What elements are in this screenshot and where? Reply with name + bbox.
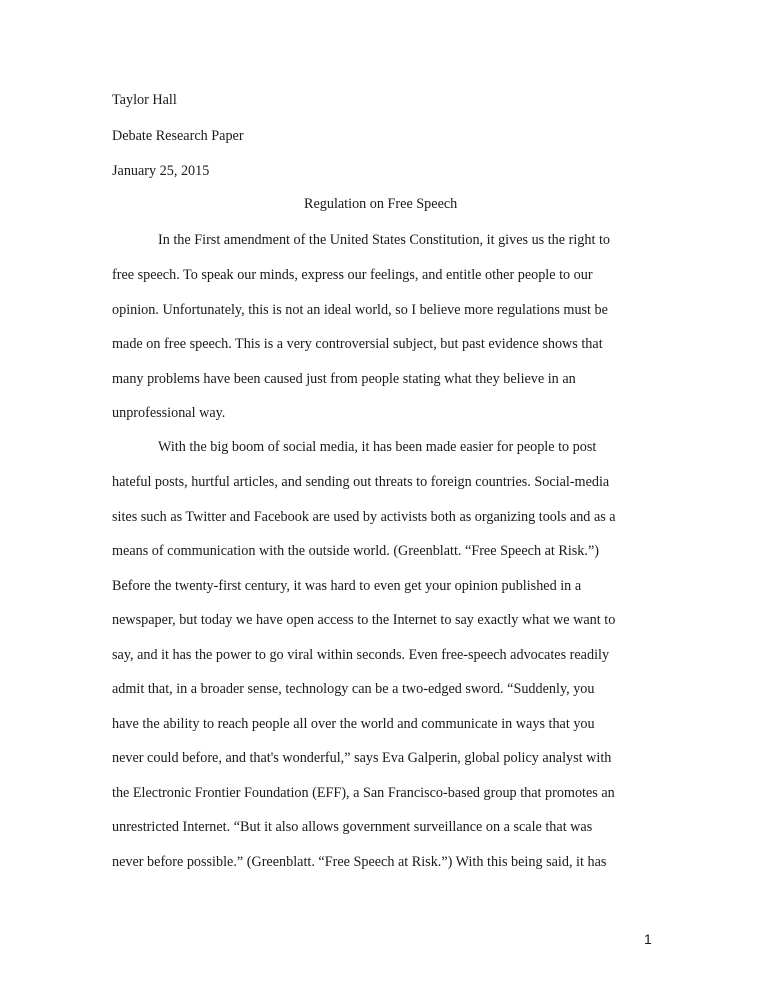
text-line: admit that, in a broader sense, technology can be a two-edged sword. “Suddenly, you: [112, 681, 595, 697]
text-line: unprofessional way.: [112, 405, 226, 421]
text-line: Before the twenty-first century, it was hard to even get your opinion published in a: [112, 578, 582, 594]
text-line: unrestricted Internet. “But it also allows government surveillance on a scale that was: [112, 819, 593, 835]
text-line: With the big boom of social media, it has been made easier for people to post: [158, 439, 597, 455]
text-line: hateful posts, hurtful articles, and sending out threats to foreign countries. Social-media: [112, 474, 610, 490]
course-name: Debate Research Paper: [112, 128, 244, 144]
author-name: Taylor Hall: [112, 92, 177, 108]
text-line: made on free speech. This is a very controversial subject, but past evidence shows that: [112, 336, 603, 352]
text-line: In the First amendment of the United States Constitution, it gives us the right to: [158, 232, 610, 248]
page-number: 1: [644, 931, 652, 947]
text-line: means of communication with the outside world. (Greenblatt. “Free Speech at Risk.”): [112, 543, 599, 559]
text-line: have the ability to reach people all over the world and communicate in ways that you: [112, 716, 595, 732]
text-line: never could before, and that's wonderful,” says Eva Galperin, global policy analyst with: [112, 750, 612, 766]
document-date: January 25, 2015: [112, 163, 210, 179]
paper-title: Regulation on Free Speech: [304, 196, 458, 212]
text-line: never before possible.” (Greenblatt. “Free Speech at Risk.”) With this being said, it has: [112, 854, 607, 870]
text-line: say, and it has the power to go viral within seconds. Even free-speech advocates readily: [112, 647, 610, 663]
text-line: newspaper, but today we have open access to the Internet to say exactly what we want to: [112, 612, 616, 628]
text-line: opinion. Unfortunately, this is not an ideal world, so I believe more regulations must be: [112, 302, 608, 318]
text-line: free speech. To speak our minds, express our feelings, and entitle other people to our: [112, 267, 593, 283]
text-line: many problems have been caused just from people stating what they believe in an: [112, 371, 576, 387]
text-line: the Electronic Frontier Foundation (EFF), a San Francisco-based group that promotes an: [112, 785, 615, 801]
text-line: sites such as Twitter and Facebook are used by activists both as organizing tools and as a: [112, 509, 616, 525]
